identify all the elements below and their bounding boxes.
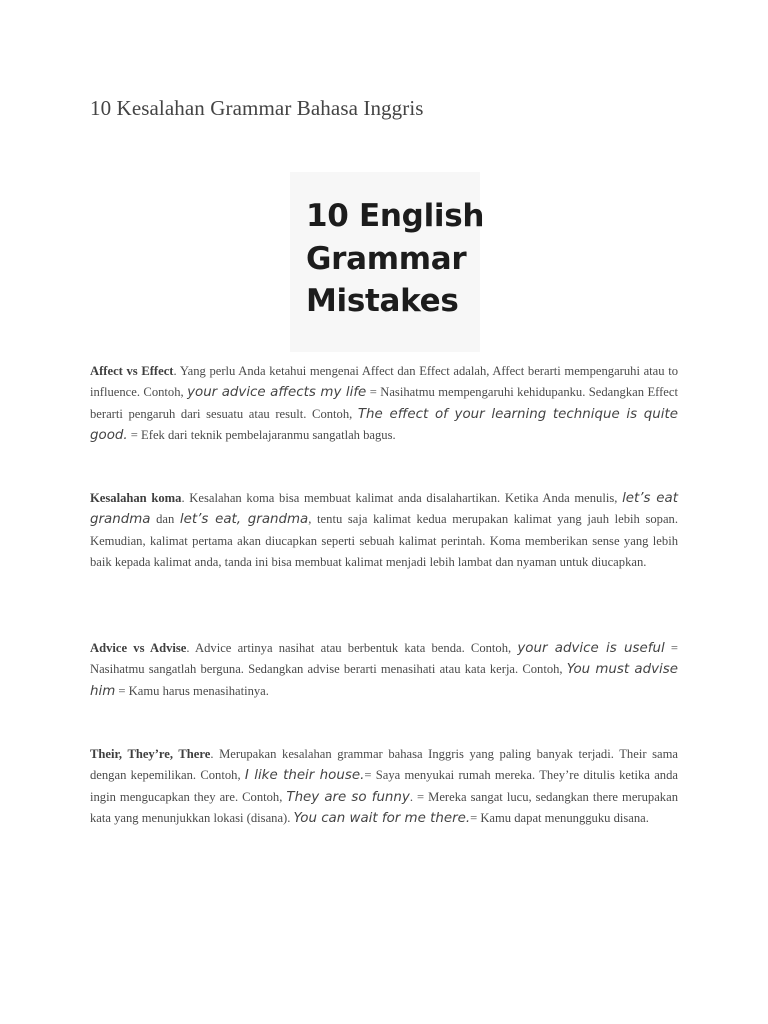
body-text: . Kesalahan koma bisa membuat kalimat anda disalahartikan. Ketika Anda menulis, bbox=[181, 491, 623, 505]
body-text: = Kamu harus menasihatinya. bbox=[115, 683, 269, 698]
paragraph-affect-vs-effect bbox=[90, 361, 678, 447]
example-sentence: You can wait for me there. bbox=[293, 811, 471, 827]
body-text: = Kamu dapat menungguku disana. bbox=[470, 811, 649, 826]
term-heading: Their, They’re, There bbox=[90, 747, 211, 761]
body-text: . Merupakan kesalahan grammar bahasa Inggris yang paling banyak terjadi. Their sama dengan kepemilikan. Contoh, bbox=[90, 747, 678, 783]
document-title: 10 Kesalahan Grammar Bahasa Inggris bbox=[90, 96, 424, 120]
example-sentence: The effect of your learning technique is quite good. bbox=[90, 406, 678, 444]
body-text: . = Mereka sangat lucu, sedangkan there merupakan kata yang menunjukkan lokasi (disana). bbox=[90, 789, 678, 826]
body-text: , tentu saja kalimat kedua merupakan kalimat yang jauh lebih sopan. Kemudian, kalimat pertama akan diucapkan seperti sebuah kalimat perintah. Koma memberikan sense yang lebih baik kepada kalimat anda, tanda ini bisa membuat kalimat menjadi lebih lambat dan nyaman untuk diucapkan. bbox=[90, 512, 678, 570]
article-banner-image bbox=[290, 172, 485, 352]
banner-line-1: 10 English bbox=[306, 198, 485, 234]
banner-line-2: Grammar bbox=[306, 241, 467, 277]
example-sentence: your advice is useful bbox=[517, 641, 665, 656]
body-text: = Nasihatmu sangatlah berguna. Sedangkan advise berarti menasihati atau kata kerja. Contoh, bbox=[90, 641, 678, 677]
term-heading: Advice vs Advise bbox=[90, 641, 187, 655]
example-sentence: They are so funny bbox=[286, 789, 410, 805]
term-heading: Affect vs Effect bbox=[90, 364, 174, 378]
paragraph-advice-vs-advise bbox=[90, 638, 678, 702]
paragraph-their-theyre-there bbox=[90, 744, 678, 830]
term-heading: Kesalahan koma bbox=[90, 491, 182, 505]
body-text: . Yang perlu Anda ketahui mengenai Affect dan Effect adalah, Affect berarti mempengaruhi atau to influence. Contoh, bbox=[90, 364, 678, 400]
body-text: . Advice artinya nasihat atau berbentuk kata benda. Contoh, bbox=[186, 641, 518, 655]
example-sentence: let’s eat, grandma bbox=[179, 512, 309, 528]
example-sentence: You must advise him bbox=[90, 662, 678, 699]
example-sentence: your advice affects my life bbox=[187, 385, 367, 401]
example-sentence: let’s eat grandma bbox=[90, 491, 678, 528]
body-text: dan bbox=[150, 512, 180, 527]
example-sentence: I like their house. bbox=[244, 768, 365, 784]
banner-line-3: Mistakes bbox=[306, 283, 459, 319]
body-text: = Saya menyukai rumah mereka. They’re ditulis ketika anda ingin mengucapkan they are. Contoh, bbox=[90, 768, 678, 804]
paragraph-kesalahan-koma bbox=[90, 488, 678, 574]
body-text: = Efek dari teknik pembelajaranmu sangatlah bagus. bbox=[127, 428, 396, 443]
body-text: = Nasihatmu mempengaruhi kehidupanku. Sedangkan Effect berarti pengaruh dari sesuatu atau result. Contoh, bbox=[90, 385, 678, 421]
